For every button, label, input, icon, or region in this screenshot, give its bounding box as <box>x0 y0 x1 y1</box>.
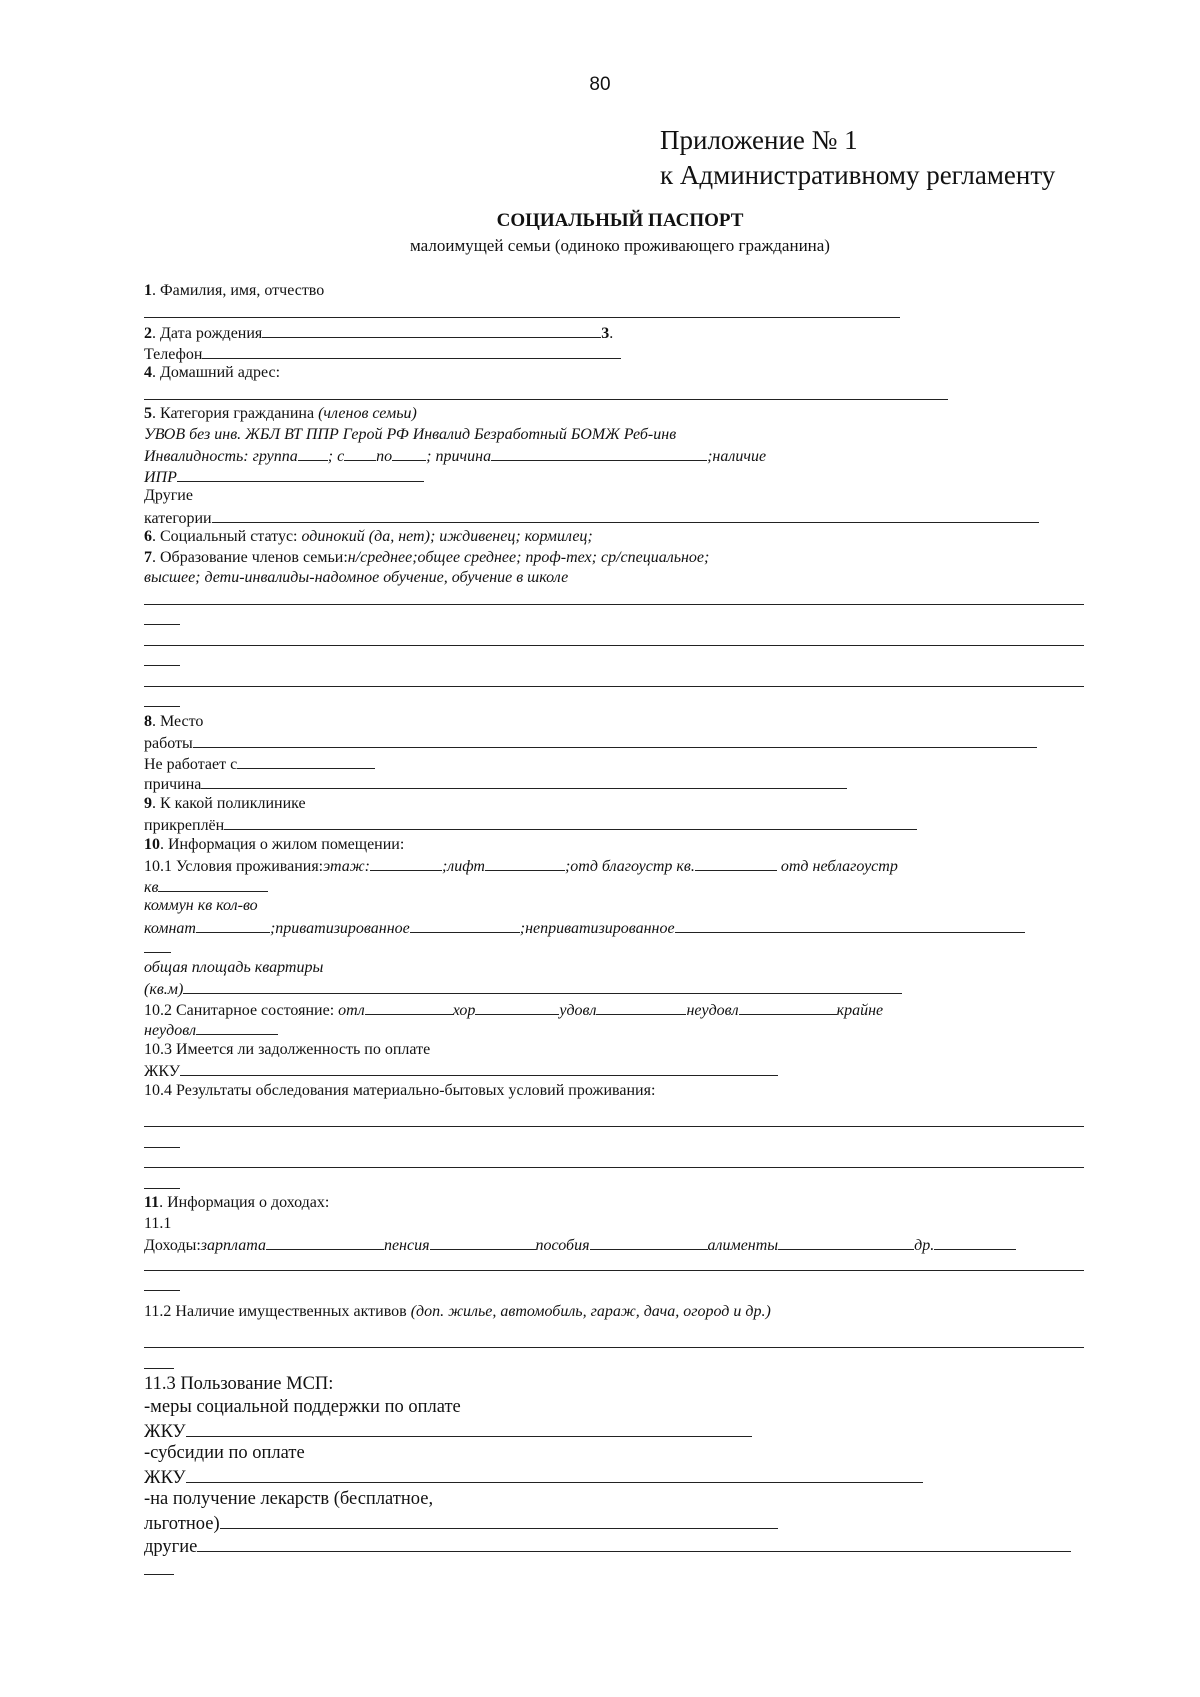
non-privatized-line[interactable] <box>675 917 1025 933</box>
elevator-line[interactable] <box>485 855 565 871</box>
inspection-line-2-tail <box>144 1173 180 1189</box>
field-debt: 10.3 Имеется ли задолженность по оплате <box>144 1040 431 1058</box>
total-area-label: общая площадь квартиры <box>144 958 324 976</box>
disability-reason-line[interactable] <box>491 445 707 461</box>
msp-other-line-tail <box>144 1557 174 1575</box>
debt-line[interactable] <box>180 1060 778 1076</box>
field-birth-date: 2. Дата рождения 3. <box>144 322 1084 343</box>
field-assets: 11.2 Наличие имущественных активов (доп. жилье, автомобиль, гараж, дача, огород и др.) <box>144 1302 771 1320</box>
field-clinic: 9. К какой поликлинике <box>144 794 306 812</box>
passport-form: 1. Фамилия, имя, отчество 2. Дата рождения 3. Телефон 4. Домашний адрес: 5. Категория гражданина (членов семьи) УВОВ без инв. ЖБЛ ВТ ППР Герой РФ Инвалид Безработный БОМЖ Реб-инв Инвалидность: группа ; с по ; причина ;наличие ИПР Другие категории 6. Социальный статус: одинокий (да, нет); иждивенец; кормилец; 7. Образование членов семьи:н/среднее;общее среднее; проф-тех; ср/специальное; высшее; дети-инвалиды-надомное обучение, обучение в школе 8. Место работы Не работает с причина 9. К какой поликлинике прикреплён 10. Информация о жилом помещении: 10.1 Условия проживания:этаж: ;лифт ;отд благоустр кв. отд неблагоустр кв коммун кв кол-во комнат ;приватизированное ;неприватизированное общая площадь квартиры (кв.м) 10.2 Санитарное состояние: отл хор удовл неудовл крайне неудовл 10.3 Имеется ли задолженность по оплате ЖКУ 10.4 Результаты обследования материально-бытовых условий проживания: 11. Информация о доходах: 11.1 Доходы:зарплата пенсия пособия алименты др. 11.2 Наличие имущественных активов (доп. жилье, автомобиль, гараж, дача, огород и др.) 11.3 Пользование МСП: -меры социальной поддержки по оплате ЖКУ -субсидии по оплате ЖКУ -на получение лекарств (бесплатное, льготное) другие <box>144 281 1084 1580</box>
msp-housing-support-label: -меры социальной поддержки по оплате <box>144 1397 461 1417</box>
msp-subsidy-line[interactable] <box>186 1465 923 1483</box>
birth-date-line[interactable] <box>262 322 601 338</box>
msp-housing-support-line[interactable] <box>186 1419 752 1437</box>
field-ipr: ИПР <box>144 466 1084 487</box>
income-subsection-number: 11.1 <box>144 1214 172 1232</box>
field-income: 11. Информация о доходах: <box>144 1194 330 1211</box>
msp-medicine-line[interactable] <box>220 1511 778 1529</box>
non-privatized-tail <box>144 937 171 953</box>
inspection-line-2[interactable] <box>144 1152 1084 1168</box>
reason-line[interactable] <box>201 773 847 789</box>
full-name-line[interactable] <box>144 302 900 318</box>
sanitary-good-line[interactable] <box>475 999 559 1015</box>
education-options: высшее; дети-инвалиды-надомное обучение, обучение в школе <box>144 569 569 586</box>
alimony-line[interactable] <box>778 1234 914 1250</box>
field-disability: Инвалидность: группа ; с по ; причина ;наличие <box>144 445 1084 466</box>
ipr-line[interactable] <box>177 466 424 482</box>
field-category: 5. Категория гражданина (членов семьи) <box>144 405 417 422</box>
other-income-line[interactable] <box>934 1234 1016 1250</box>
field-inspection-results: 10.4 Результаты обследования материально-бытовых условий проживания: <box>144 1081 656 1099</box>
disability-group-line[interactable] <box>298 445 328 461</box>
appendix-heading <box>660 123 1055 193</box>
phone-line[interactable] <box>202 343 621 359</box>
education-line-3[interactable] <box>144 671 1084 687</box>
field-unemployed-since: Не работает с <box>144 753 1084 774</box>
field-income-sources: Доходы:зарплата пенсия пособия алименты др. <box>144 1234 1084 1255</box>
floor-line[interactable] <box>370 855 442 871</box>
other-categories-line[interactable] <box>212 507 1039 523</box>
field-full-name: 1. Фамилия, имя, отчество <box>144 282 325 299</box>
field-workplace: 8. Место <box>144 712 204 730</box>
msp-subsidy-label: -субсидии по оплате <box>144 1443 305 1463</box>
document-subtitle: малоимущей семьи (одиноко проживающего гражданина) <box>410 236 830 255</box>
clinic-line[interactable] <box>224 814 917 830</box>
education-line-2-tail <box>144 650 180 666</box>
page-number: 80 <box>589 74 611 95</box>
total-area-line[interactable] <box>183 978 902 994</box>
communal-label: коммун кв кол-во <box>144 897 258 914</box>
assets-line[interactable] <box>144 1332 1084 1348</box>
field-home-address: 4. Домашний адрес: <box>144 364 281 381</box>
msp-medicine-label: -на получение лекарств (бесплатное, <box>144 1489 434 1509</box>
msp-other-line[interactable] <box>197 1534 1071 1552</box>
field-living-conditions: 10.1 Условия проживания:этаж: ;лифт ;отд благоустр кв. отд неблагоустр <box>144 855 1084 876</box>
appendix-line-2: к Административному регламенту <box>660 160 1056 190</box>
disability-from-line[interactable] <box>344 445 376 461</box>
disability-to-line[interactable] <box>392 445 426 461</box>
field-reason: причина <box>144 773 1084 794</box>
field-housing: 10. Информация о жилом помещении: <box>144 835 405 853</box>
field-other-categories: Другие <box>144 487 193 504</box>
unemployed-since-line[interactable] <box>237 753 375 769</box>
sanitary-satisfactory-line[interactable] <box>596 999 686 1015</box>
education-line-1[interactable] <box>144 589 1084 605</box>
education-line-1-tail <box>144 609 180 625</box>
inspection-line-1-tail <box>144 1132 180 1148</box>
inspection-line-1[interactable] <box>144 1111 1084 1127</box>
sanitary-unsatisfactory-line[interactable] <box>739 999 837 1015</box>
rooms-line[interactable] <box>196 917 270 933</box>
income-line[interactable] <box>144 1255 1084 1271</box>
document-title: СОЦИАЛЬНЫЙ ПАСПОРТ <box>496 210 744 231</box>
separate-comfort-line[interactable] <box>695 855 777 871</box>
assets-line-tail <box>144 1353 174 1369</box>
sanitary-excellent-line[interactable] <box>365 999 453 1015</box>
income-line-tail <box>144 1275 180 1291</box>
privatized-line[interactable] <box>410 917 520 933</box>
education-line-2[interactable] <box>144 630 1084 646</box>
benefits-line[interactable] <box>590 1234 708 1250</box>
appendix-line-1: Приложение № 1 <box>660 125 858 155</box>
salary-line[interactable] <box>266 1234 384 1250</box>
separate-noncomfort-line[interactable] <box>158 876 268 892</box>
field-social-status: 6. Социальный статус: одинокий (да, нет); иждивенец; кормилец; <box>144 528 593 545</box>
category-options: УВОВ без инв. ЖБЛ ВТ ППР Герой РФ Инвалид Безработный БОМЖ Реб-инв <box>144 425 677 443</box>
education-line-3-tail <box>144 691 180 707</box>
field-education: 7. Образование членов семьи:н/среднее;общее среднее; проф-тех; ср/специальное; <box>144 548 710 566</box>
home-address-line[interactable] <box>144 384 948 400</box>
field-phone: Телефон <box>144 343 1084 364</box>
field-msp: 11.3 Пользование МСП: <box>144 1374 334 1394</box>
sanitary-poor-line[interactable] <box>196 1019 278 1035</box>
field-sanitary: 10.2 Санитарное состояние: отл хор удовл неудовл крайне <box>144 999 1084 1020</box>
pension-line[interactable] <box>430 1234 536 1250</box>
workplace-line[interactable] <box>193 732 1037 748</box>
